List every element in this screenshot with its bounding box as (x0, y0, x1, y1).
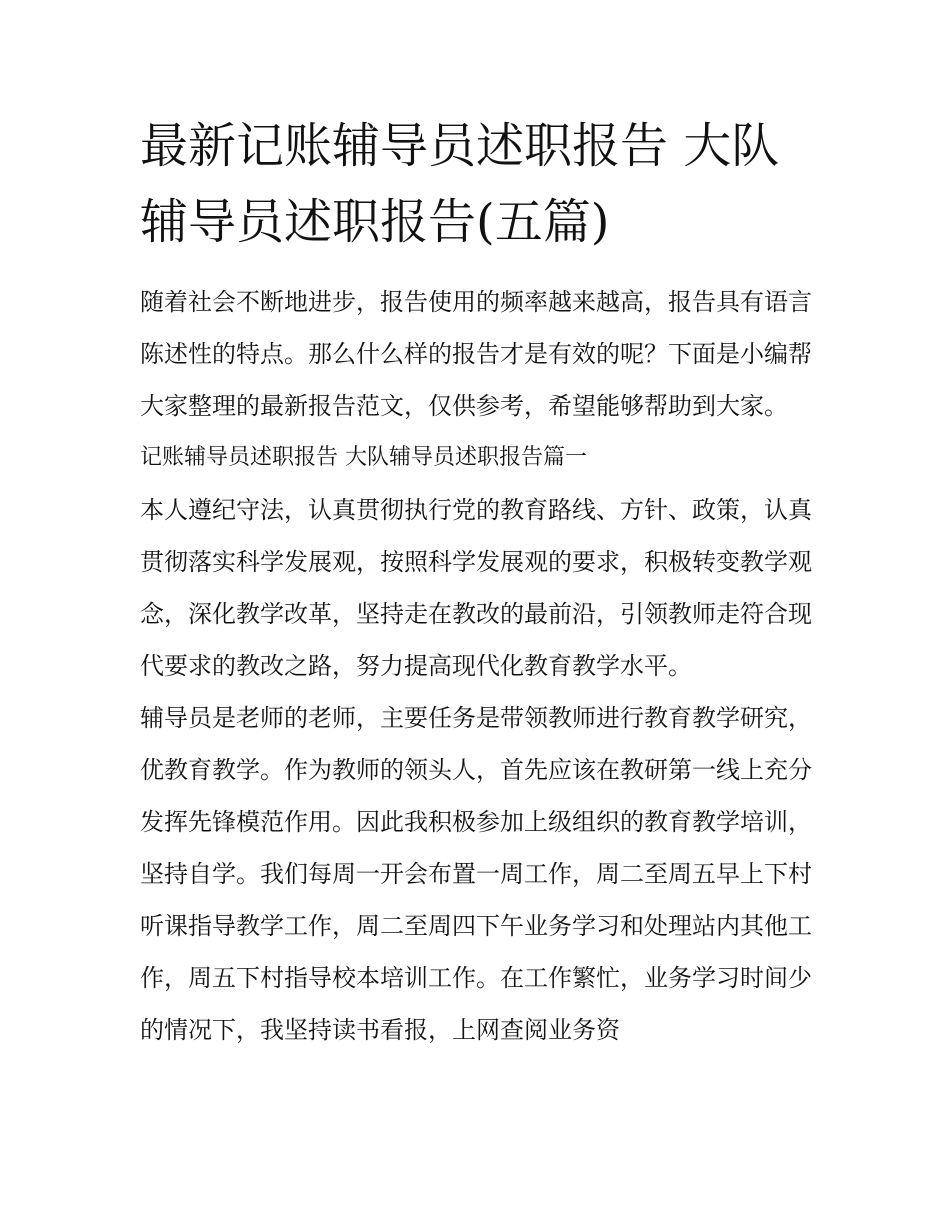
section-heading: 记账辅导员述职报告 大队辅导员述职报告篇一 (140, 445, 587, 470)
document-content (140, 108, 812, 1056)
body-paragraph-1: 本人遵纪守法，认真贯彻执行党的教育路线、方针、政策，认真贯彻落实科学发展观，按照科学发展观的要求，积极转变教学观念，深化教学改革，坚持走在教改的最前沿，引领教师走符合现代要求的教改之路，努力提高现代化教育教学水平。 (140, 496, 812, 680)
document-title: 最新记账辅导员述职报告 大队辅导员述职报告(五篇) (140, 118, 780, 250)
intro-paragraph: 随着社会不断地进步，报告使用的频率越来越高，报告具有语言陈述性的特点。那么什么样的报告才是有效的呢？下面是小编帮大家整理的最新报告范文，仅供参考，希望能够帮助到大家。 (140, 288, 812, 420)
body-paragraph-2: 辅导员是老师的老师，主要任务是带领教师进行教育教学研究，优教育教学。作为教师的领头人，首先应该在教研第一线上充分发挥先锋模范作用。因此我积极参加上级组织的教育教学培训，坚持自学。我们每周一开会布置一周工作，周二至周五早上下村听课指导教学工作，周二至周四下午业务学习和处理站内其他工作，周五下村指导校本培训工作。在工作繁忙，业务学习时间少的情况下，我坚持读书看报，上网查阅业务资 (140, 704, 812, 1044)
